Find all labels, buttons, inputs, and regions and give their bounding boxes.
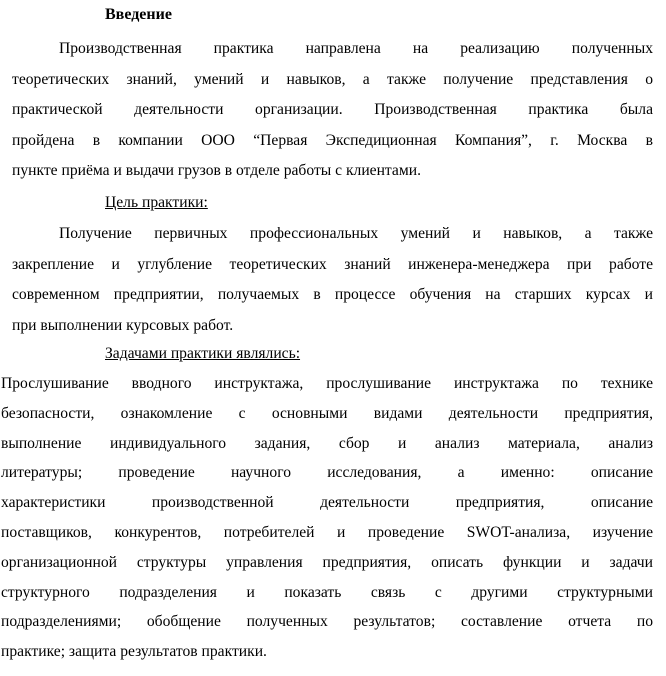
text-line: современном предприятии, получаемых в процессе обучения на старших курсах и [12, 286, 653, 303]
goal-paragraph [12, 219, 653, 341]
text-line: литературы; проведение научного исследования, а именно: описание [1, 464, 653, 482]
text-line: практической деятельности организации. Производственная практика была [12, 101, 653, 118]
text-line: Производственная практика направлена на реализацию полученных [59, 40, 653, 57]
text-line: характеристики производственной деятельности предприятия, описание [1, 494, 653, 512]
text-line: теоретических знаний, умений и навыков, а также получение представления о [12, 70, 653, 88]
text-line: практике; защита результатов практики. [1, 643, 267, 661]
intro-paragraph [12, 34, 653, 187]
text-line: организационной структуры управления предприятия, описать функции и задачи [1, 553, 653, 571]
text-line: Прослушивание вводного инструктажа, прослушивание инструктажа по технике [1, 375, 653, 392]
goal-heading: Цель практики: [105, 194, 208, 211]
text-line: при выполнении курсовых работ. [12, 316, 234, 334]
text-line: Получение первичных профессиональных умений и навыков, а также [59, 225, 653, 242]
text-line: структурного подразделения и показать связь с другими структурными [1, 583, 653, 601]
text-line: поставщиков, конкурентов, потребителей и проведение SWOT-анализа, изучение [1, 523, 653, 541]
tasks-paragraph [1, 369, 653, 667]
section-heading: Введение [105, 6, 172, 23]
text-line: пункте приёма и выдачи грузов в отделе работы с клиентами. [12, 162, 421, 179]
text-line: безопасности, ознакомление с основными видами деятельности предприятия, [1, 404, 653, 422]
text-line: подразделениями; обобщение полученных результатов; составление отчета по [1, 613, 653, 631]
text-line: пройдена в компании ООО “Первая Экспедиционная Компания”, г. Москва в [12, 131, 653, 149]
tasks-heading: Задачами практики являлись: [105, 345, 301, 362]
text-line: закрепление и углубление теоретических знаний инженера-менеджера при работе [12, 255, 653, 273]
text-line: выполнение индивидуального задания, сбор и анализ материала, анализ [1, 434, 653, 452]
